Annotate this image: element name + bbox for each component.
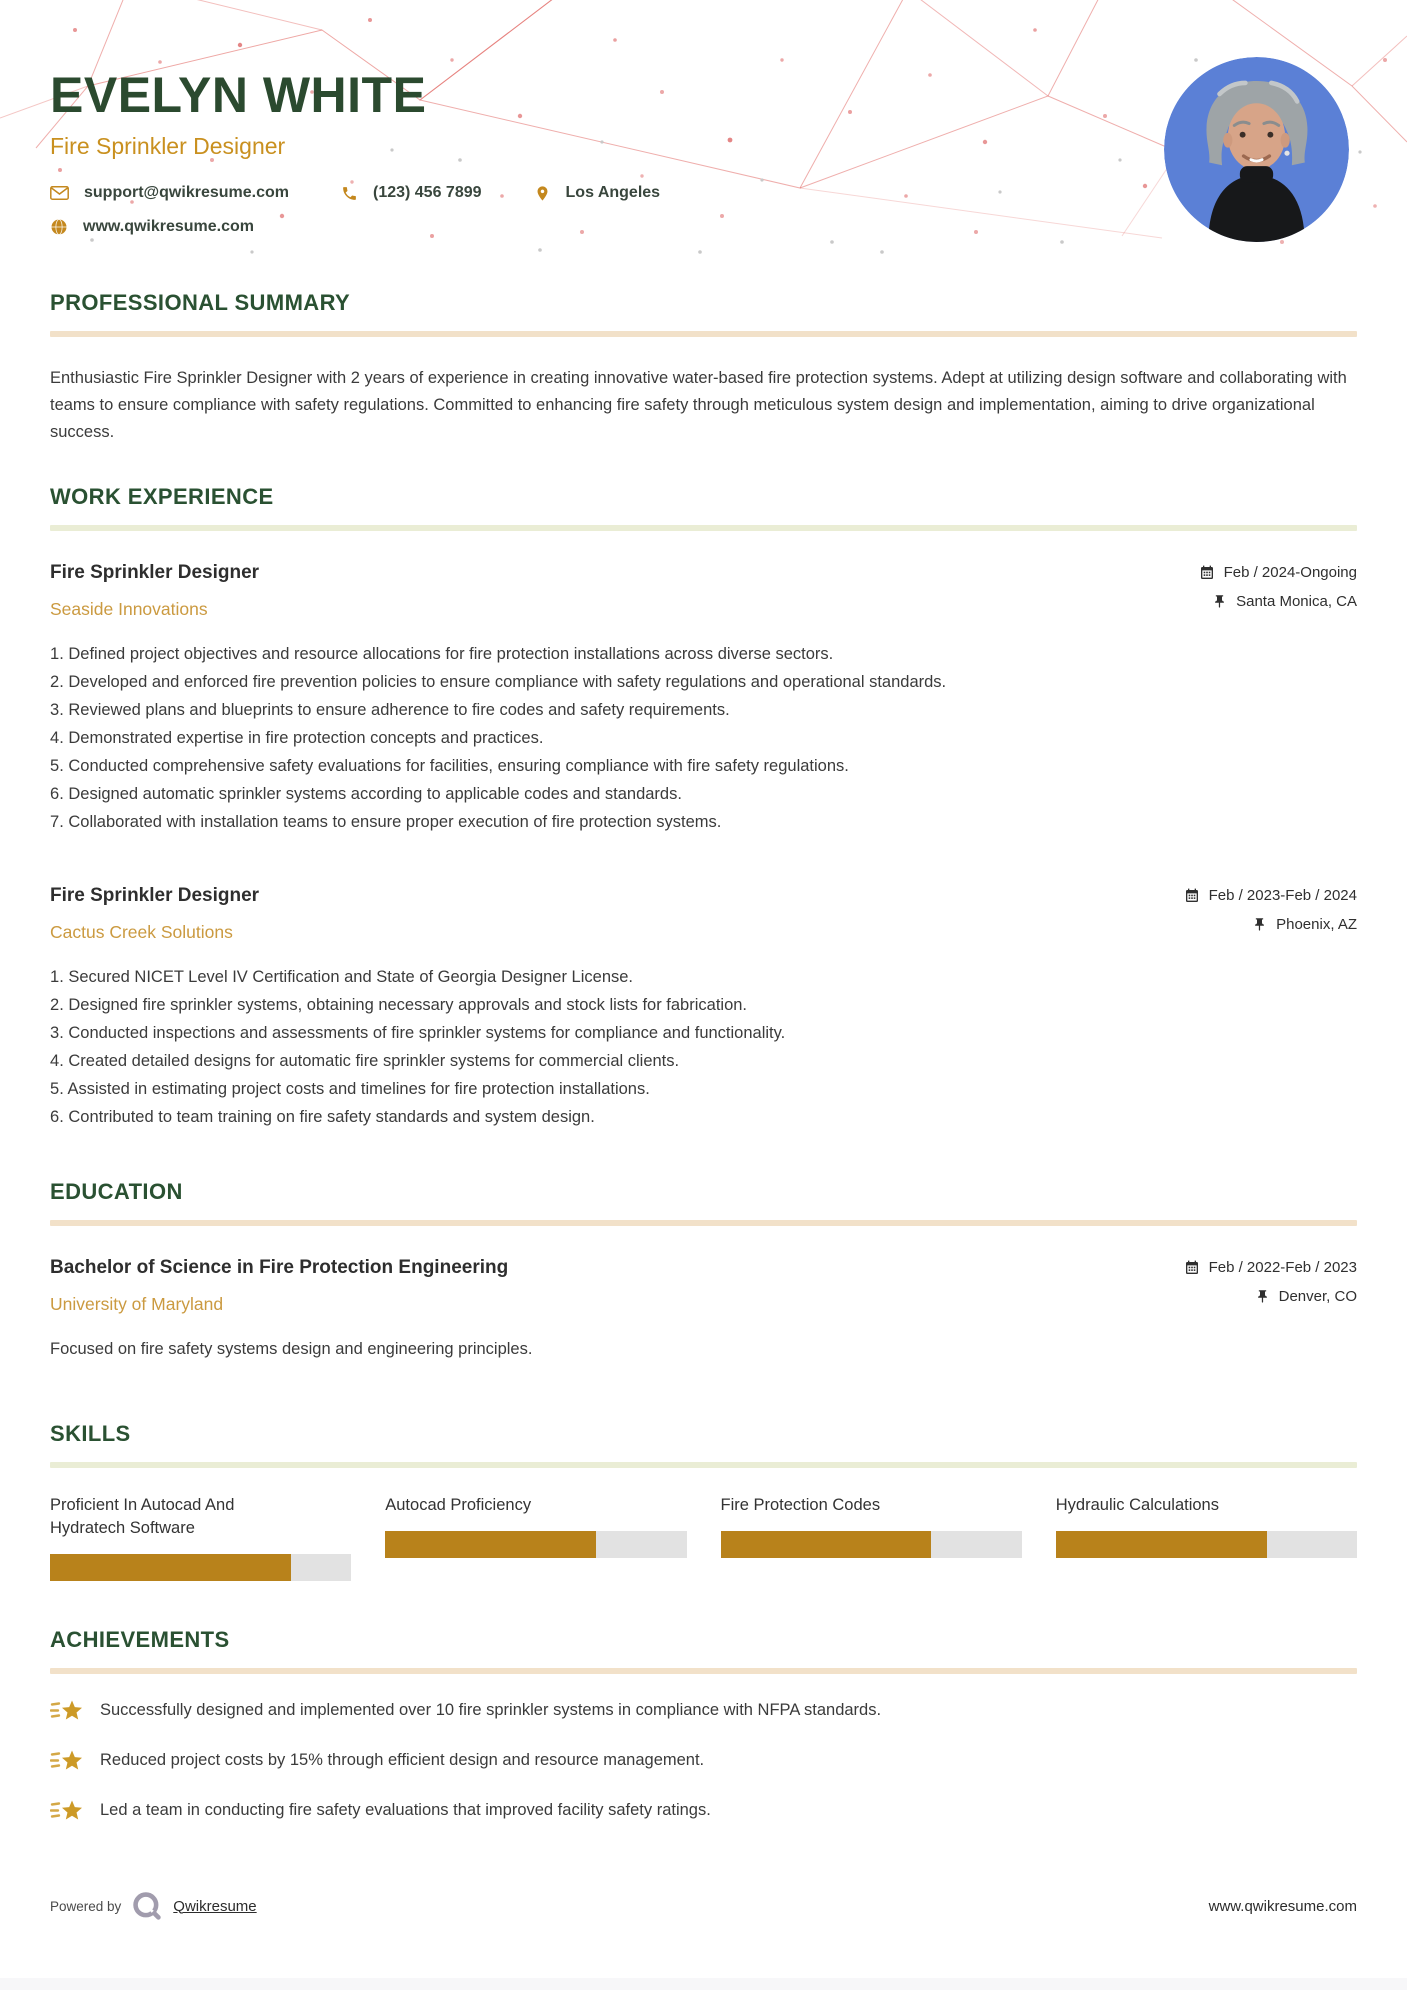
skill-item (721, 1494, 1022, 1581)
map-pin-icon (534, 185, 551, 202)
section-title: PROFESSIONAL SUMMARY (50, 290, 351, 315)
skill-item (50, 1494, 351, 1581)
skill-bar-fill (721, 1531, 932, 1558)
section-work-experience (0, 484, 1407, 1131)
skill-label: Fire Protection Codes (720, 1496, 881, 1514)
school-name: University of Maryland (50, 1294, 224, 1314)
contact-info (50, 184, 1357, 236)
section-skills (0, 1421, 1407, 1581)
job-company: Seaside Innovations (50, 599, 208, 619)
education-dates (1184, 1259, 1357, 1276)
pushpin-icon (1255, 1289, 1270, 1304)
skill-bar-fill (50, 1554, 291, 1581)
job-bullet: Conducted comprehensive safety evaluations for facilities, ensuring compliance with fire safety regulations. (68, 757, 849, 775)
job-title: Fire Sprinkler Designer (50, 562, 260, 583)
job-bullet: Designed fire sprinkler systems, obtaining necessary approvals and stock lists for fabrication. (68, 996, 748, 1014)
skills-grid (50, 1494, 1357, 1581)
achievement-item (50, 1697, 1357, 1724)
job-entry (50, 884, 1357, 1131)
section-divider (50, 331, 1357, 337)
envelope-icon (50, 186, 69, 200)
email-text: support@qwikresume.com (84, 184, 289, 201)
job-location (1212, 593, 1357, 610)
job-entry (50, 561, 1357, 836)
globe-icon (50, 218, 68, 236)
qwikresume-q-logo (131, 1890, 163, 1922)
section-title: SKILLS (50, 1421, 131, 1446)
skill-label: Proficient In Autocad And Hydratech Software (50, 1496, 235, 1537)
candidate-title: Fire Sprinkler Designer (50, 133, 286, 159)
degree-title: Bachelor of Science in Fire Protection Engineering (50, 1257, 509, 1278)
shooting-star-icon (50, 1747, 84, 1774)
phone-icon (341, 185, 358, 202)
contact-phone[interactable] (341, 184, 482, 202)
shooting-star-icon (50, 1797, 84, 1824)
skill-bar-track (1056, 1531, 1357, 1558)
powered-by (50, 1890, 257, 1922)
education-entry (50, 1256, 1357, 1361)
contact-email[interactable] (50, 184, 289, 202)
website-text: www.qwikresume.com (83, 218, 255, 235)
job-dates (1184, 887, 1357, 904)
pushpin-icon (1212, 594, 1227, 609)
job-bullet: Reviewed plans and blueprints to ensure adherence to fire codes and safety requirements. (68, 701, 730, 719)
job-bullet: Designed automatic sprinkler systems according to applicable codes and standards. (68, 785, 682, 803)
job-bullet-list (50, 963, 1357, 1131)
education-location (1255, 1288, 1357, 1305)
job-bullet-list (50, 640, 1357, 836)
section-title: ACHIEVEMENTS (50, 1627, 230, 1652)
calendar-icon (1184, 1260, 1200, 1276)
page-bottom-strip (0, 1978, 1407, 1990)
skill-bar-track (385, 1531, 686, 1558)
job-bullet: Demonstrated expertise in fire protection concepts and practices. (68, 729, 544, 747)
section-title: EDUCATION (50, 1179, 183, 1204)
footer-website: www.qwikresume.com (1208, 1897, 1357, 1915)
job-location (1252, 916, 1357, 933)
pushpin-icon (1252, 917, 1267, 932)
section-title: WORK EXPERIENCE (50, 484, 274, 509)
skill-item (385, 1494, 686, 1581)
achievement-item (50, 1747, 1357, 1774)
section-education (0, 1179, 1407, 1361)
location-text: Los Angeles (565, 184, 661, 201)
skill-label: Hydraulic Calculations (1055, 1496, 1219, 1514)
section-divider (50, 1668, 1357, 1674)
summary-text: Enthusiastic Fire Sprinkler Designer with 2 years of experience in creating innovative water-based fire protection systems. Adept at utilizing design software and collaborating with teams to ensure compliance with safety regulations. Committed to enhancing fire safety through meticulous system design and implementation, aiming to drive organizational success. (50, 369, 1347, 441)
skill-bar-track (50, 1554, 351, 1581)
shooting-star-icon (50, 1697, 84, 1724)
contact-location (534, 184, 661, 202)
job-location-text: Santa Monica, CA (1236, 593, 1357, 610)
job-date-text: Feb / 2023-Feb / 2024 (1208, 887, 1357, 904)
header-text (0, 0, 1407, 236)
job-location-text: Phoenix, AZ (1276, 916, 1357, 933)
qwikresume-link[interactable]: Qwikresume (173, 1897, 257, 1915)
calendar-icon (1184, 888, 1200, 904)
skill-bar-track (721, 1531, 1022, 1558)
education-date-text: Feb / 2022-Feb / 2023 (1208, 1259, 1357, 1276)
job-bullet: Created detailed designs for automatic fire sprinkler systems for commercial clients. (68, 1052, 680, 1070)
education-description: Focused on fire safety systems design and engineering principles. (50, 1340, 533, 1358)
job-title: Fire Sprinkler Designer (50, 885, 260, 906)
footer (50, 1890, 1357, 1922)
section-divider (50, 1462, 1357, 1468)
candidate-name: EVELYN WHITE (50, 67, 427, 123)
job-company: Cactus Creek Solutions (50, 922, 233, 942)
phone-text: (123) 456 7899 (372, 184, 482, 201)
contact-website[interactable] (50, 218, 254, 236)
section-professional-summary (0, 290, 1407, 446)
skill-item (1056, 1494, 1357, 1581)
achievement-text: Reduced project costs by 15% through efficient design and resource management. (100, 1751, 705, 1769)
job-bullet: Assisted in estimating project costs and timelines for fire protection installations. (67, 1080, 650, 1098)
calendar-icon (1199, 565, 1215, 581)
education-location-text: Denver, CO (1278, 1288, 1357, 1305)
skill-label: Autocad Proficiency (385, 1496, 532, 1514)
skill-bar-fill (385, 1531, 596, 1558)
achievement-text: Successfully designed and implemented over 10 fire sprinkler systems in compliance with NFPA standards. (100, 1701, 882, 1719)
job-dates (1199, 564, 1357, 581)
header (0, 0, 1407, 250)
section-achievements (0, 1627, 1407, 1824)
job-bullet: Secured NICET Level IV Certification and State of Georgia Designer License. (68, 968, 634, 986)
job-date-text: Feb / 2024-Ongoing (1223, 564, 1357, 581)
achievement-text: Led a team in conducting fire safety evaluations that improved facility safety ratings. (100, 1801, 711, 1819)
job-bullet: Conducted inspections and assessments of fire sprinkler systems for compliance and functionality. (68, 1024, 786, 1042)
powered-by-label: Powered by (50, 1898, 122, 1914)
job-bullet: Developed and enforced fire prevention policies to ensure compliance with safety regulations and operational standards. (68, 673, 947, 691)
job-bullet: Contributed to team training on fire safety standards and system design. (68, 1108, 595, 1126)
achievement-item (50, 1797, 1357, 1824)
job-bullet: Defined project objectives and resource allocations for fire protection installations across diverse sectors. (68, 645, 834, 663)
section-divider (50, 525, 1357, 531)
skill-bar-fill (1056, 1531, 1267, 1558)
section-divider (50, 1220, 1357, 1226)
job-bullet: Collaborated with installation teams to ensure proper execution of fire protection systems. (68, 813, 722, 831)
